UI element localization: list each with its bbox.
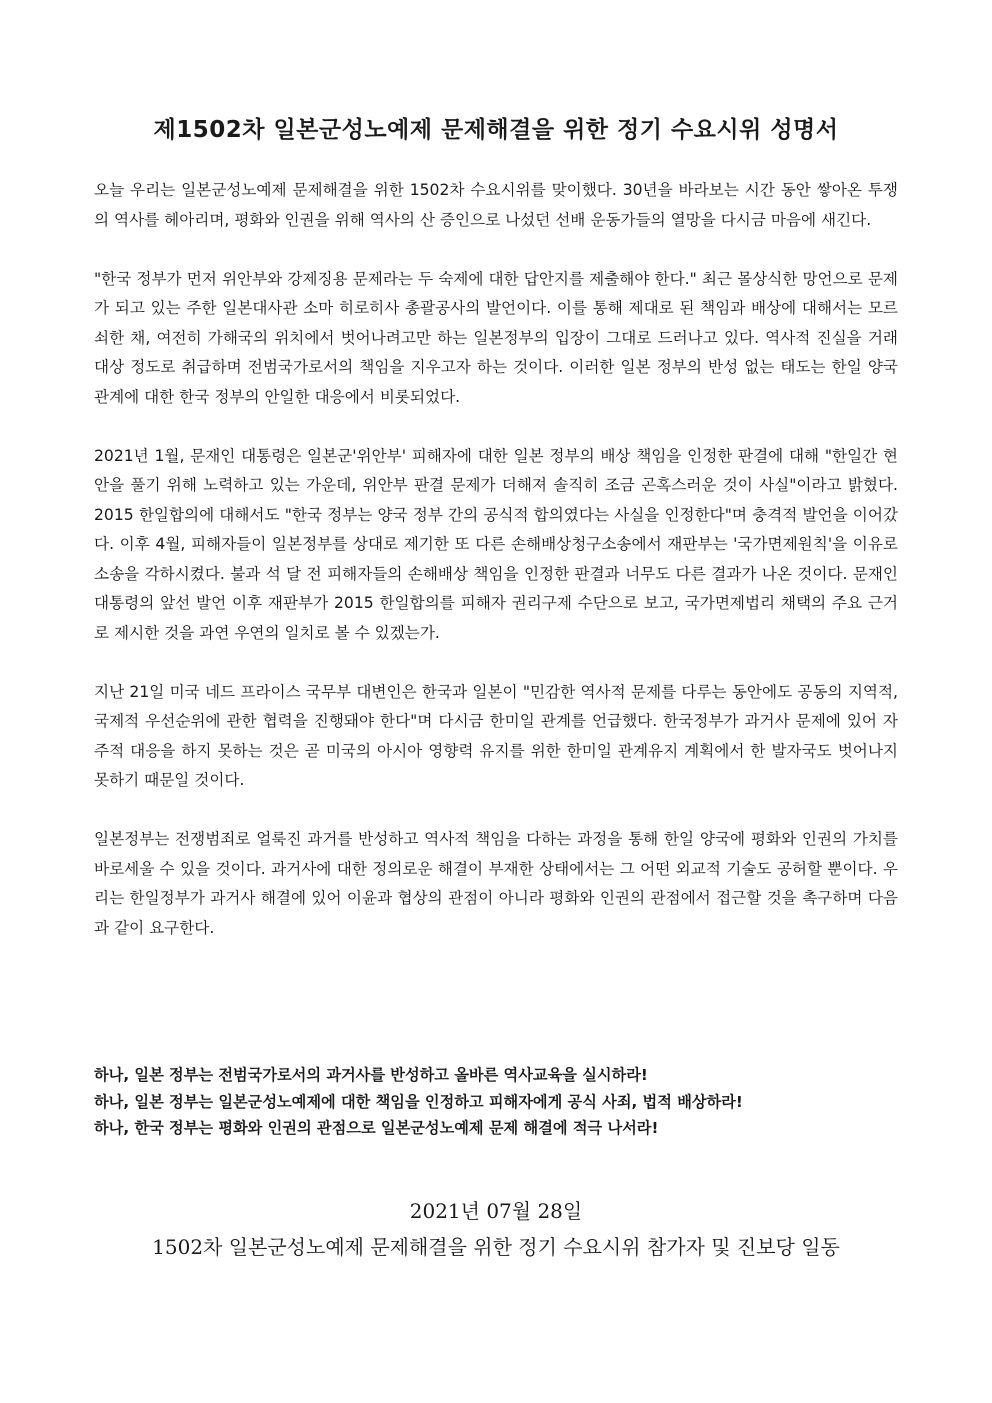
- statement-body: [94, 176, 898, 973]
- paragraph-4: 지난 21일 미국 네드 프라이스 국무부 대변인은 한국과 일본이 "민감한 역사적 문제를 다루는 동안에도 공동의 지역적, 국제적 우선순위에 관한 협력을 진행돼야 한다"며 다시금 한미일 관계를 언급했다. 한국정부가 과거사 문제에 있어 자주적 대응을 하지 못하는 것은 곧 미국의 아시아 영향력 유지를 위한 한미일 관계유지 계획에서 한 발자국도 벗어나지 못하기 때문일 것이다.: [94, 682, 898, 789]
- demand-3: 하나, 한국 정부는 평화와 인권의 관점으로 일본군성노예제 문제 해결에 적극 나서라!: [94, 1119, 659, 1137]
- document-title: 제1502차 일본군성노예제 문제해결을 위한 정기 수요시위 성명서: [153, 117, 839, 143]
- paragraph-3: 2021년 1월, 문재인 대통령은 일본군'위안부' 피해자에 대한 일본 정부의 배상 책임을 인정한 판결에 대해 "한일간 현안을 풀기 위해 노력하고 있는 가운데, 위안부 판결 문제가 더해져 솔직히 조금 곤혹스러운 것이 사실"이라고 밝혔다. 2015 한일합의에 대해서도 "한국 정부는 양국 정부 간의 공식적 합의였다는 사실을 인정한다"며 충격적 발언을 이어갔다. 이후 4월, 피해자들이 일본정부를 상대로 제기한 또 다른 손해배상청구소송에서 재판부는 '국가면제원칙'을 이유로 소송을 각하시켰다. 불과 석 달 전 피해자들의 손해배상 책임을 인정한 판결과 너무도 다른 결과가 나온 것이다. 문재인 대통령의 앞선 발언 이후 재판부가 2015 한일합의를 피해자 권리구제 수단으로 보고, 국가면제법리 채택의 주요 근거로 제시한 것을 과연 우연의 일치로 볼 수 있겠는가.: [94, 446, 898, 642]
- signatory: 1502차 일본군성노예제 문제해결을 위한 정기 수요시위 참가자 및 진보당 일동: [152, 1235, 840, 1259]
- paragraph-1: 오늘 우리는 일본군성노예제 문제해결을 위한 1502차 수요시위를 맞이했다. 30년을 바라보는 시간 동안 쌓아온 투쟁의 역사를 헤아리며, 평화와 인권을 위해 역사의 산 증인으로 나섰던 선배 운동가들의 열망을 다시금 마음에 새긴다.: [94, 181, 898, 229]
- statement-date: 2021년 07월 28일: [409, 1199, 583, 1223]
- paragraph-5: 일본정부는 전쟁범죄로 얼룩진 과거를 반성하고 역사적 책임을 다하는 과정을 통해 한일 양국에 평화와 인권의 가치를 바로세울 수 있을 것이다. 과거사에 대한 정의로운 해결이 부재한 상태에서는 그 어떤 외교적 기술도 공허할 뿐이다. 우리는 한일정부가 과거사 해결에 있어 이윤과 협상의 관점이 아니라 평화와 인권의 관점에서 접근할 것을 촉구하며 다음과 같이 요구한다.: [94, 830, 898, 937]
- demands-list: [94, 1062, 898, 1142]
- demand-1: 하나, 일본 정부는 전범국가로서의 과거사를 반성하고 올바른 역사교육을 실시하라!: [94, 1066, 648, 1084]
- demand-2: 하나, 일본 정부는 일본군성노예제에 대한 책임을 인정하고 피해자에게 공식 사죄, 법적 배상하라!: [94, 1092, 743, 1111]
- paragraph-2: "한국 정부가 먼저 위안부와 강제징용 문제라는 두 숙제에 대한 답안지를 제출해야 한다." 최근 몰상식한 망언으로 문제가 되고 있는 주한 일본대사관 소마 히로히사 총괄공사의 발언이다. 이를 통해 제대로 된 책임과 배상에 대해서는 모르쇠한 채, 여전히 가해국의 위치에서 벗어나려고만 하는 일본정부의 입장이 그대로 드러나고 있다. 역사적 진실을 거래 대상 정도로 취급하며 전범국가로서의 책임을 지우고자 하는 것이다. 이러한 일본 정부의 반성 없는 태도는 한일 양국 관계에 대한 한국 정부의 안일한 대응에서 비롯되었다.: [94, 269, 898, 406]
